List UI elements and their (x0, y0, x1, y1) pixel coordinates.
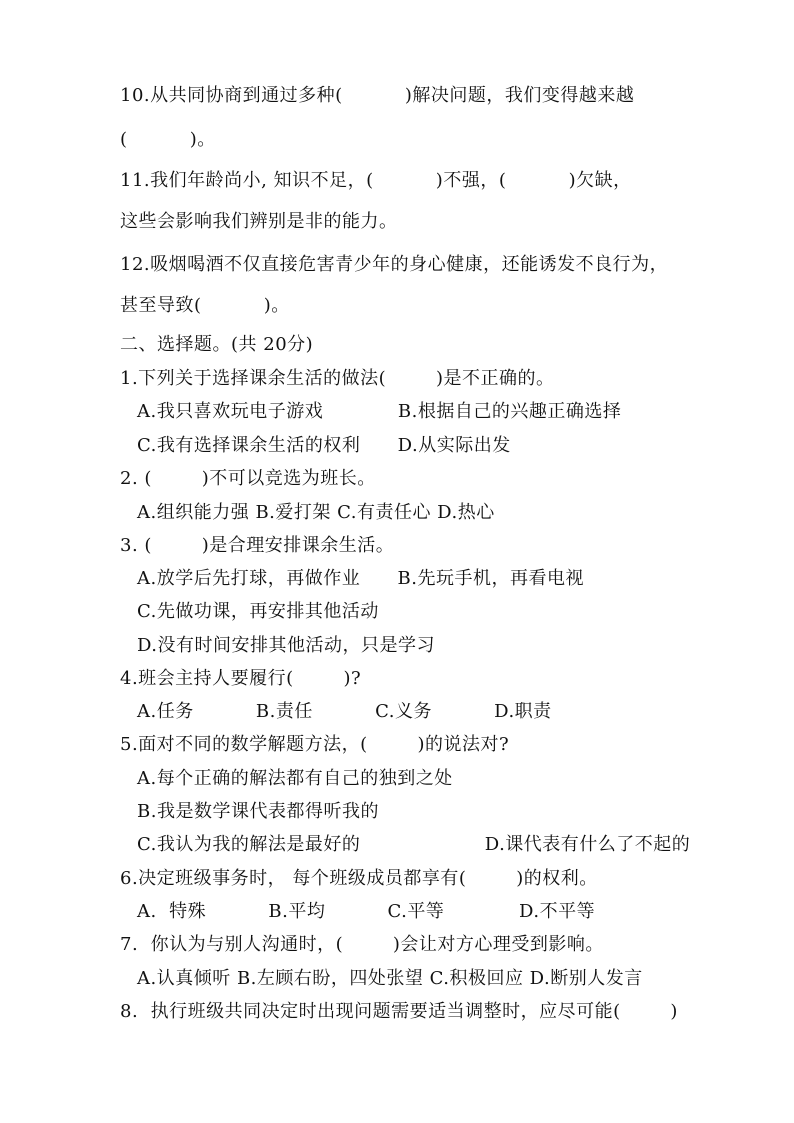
q10-line1: 10.从共同协商到通过多种( )解决问题，我们变得越来越 (120, 85, 635, 106)
q7-stem: 7. 你认为与别人沟通时，( )会让对方心理受到影响。 (120, 934, 604, 955)
q5-options-row1: A.每个正确的解法都有自己的独到之处 (137, 768, 453, 789)
q6-stem: 6.决定班级事务时， 每个班级成员都享有( )的权利。 (120, 868, 598, 889)
q3-options-row3: D.没有时间安排其他活动，只是学习 (137, 635, 436, 656)
q3-options-row1: A.放学后先打球，再做作业 B.先玩手机，再看电视 (137, 568, 584, 589)
q5-options-row2: B.我是数学课代表都得听我的 (137, 801, 379, 822)
q1-options-row2: C.我有选择课余生活的权利 D.从实际出发 (137, 435, 511, 456)
q1-options-row1: A.我只喜欢玩电子游戏 B.根据自己的兴趣正确选择 (137, 401, 622, 422)
q4-options-row1: A.任务 B.责任 C.义务 D.职责 (137, 701, 552, 722)
section2-heading: 二、选择题。(共 20分) (120, 334, 314, 355)
q1-stem: 1.下列关于选择课余生活的做法( )是不正确的。 (120, 368, 555, 389)
q2-stem: 2. ( )不可以竞选为班长。 (120, 468, 376, 489)
q5-stem: 5.面对不同的数学解题方法，( )的说法对? (120, 734, 510, 755)
q3-options-row2: C.先做功课，再安排其他活动 (137, 601, 379, 622)
q5-options-row3: C.我认为我的解法是最好的 D.课代表有什么了不起的 (137, 834, 691, 855)
q11-line2: 这些会影响我们辨别是非的能力。 (120, 211, 398, 232)
q4-stem: 4.班会主持人要履行( )? (120, 668, 362, 689)
q2-options-row1: A.组织能力强 B.爱打架 C.有责任心 D.热心 (137, 502, 495, 523)
q12-line2: 甚至导致( )。 (120, 295, 290, 316)
q12-line1: 12.吸烟喝酒不仅直接危害青少年的身心健康，还能诱发不良行为， (120, 254, 669, 275)
q8-stem: 8. 执行班级共同决定时出现问题需要适当调整时，应尽可能( ) (120, 1001, 678, 1022)
q7-options-row1: A.认真倾听 B.左顾右盼，四处张望 C.积极回应 D.断别人发言 (137, 968, 643, 989)
q11-line1: 11.我们年龄尚小, 知识不足，( )不强，( )欠缺， (120, 170, 632, 191)
q3-stem: 3. ( )是合理安排课余生活。 (120, 535, 395, 556)
q10-line2: ( )。 (120, 129, 216, 150)
q6-options-row1: A. 特殊 B.平均 C.平等 D.不平等 (137, 901, 596, 922)
